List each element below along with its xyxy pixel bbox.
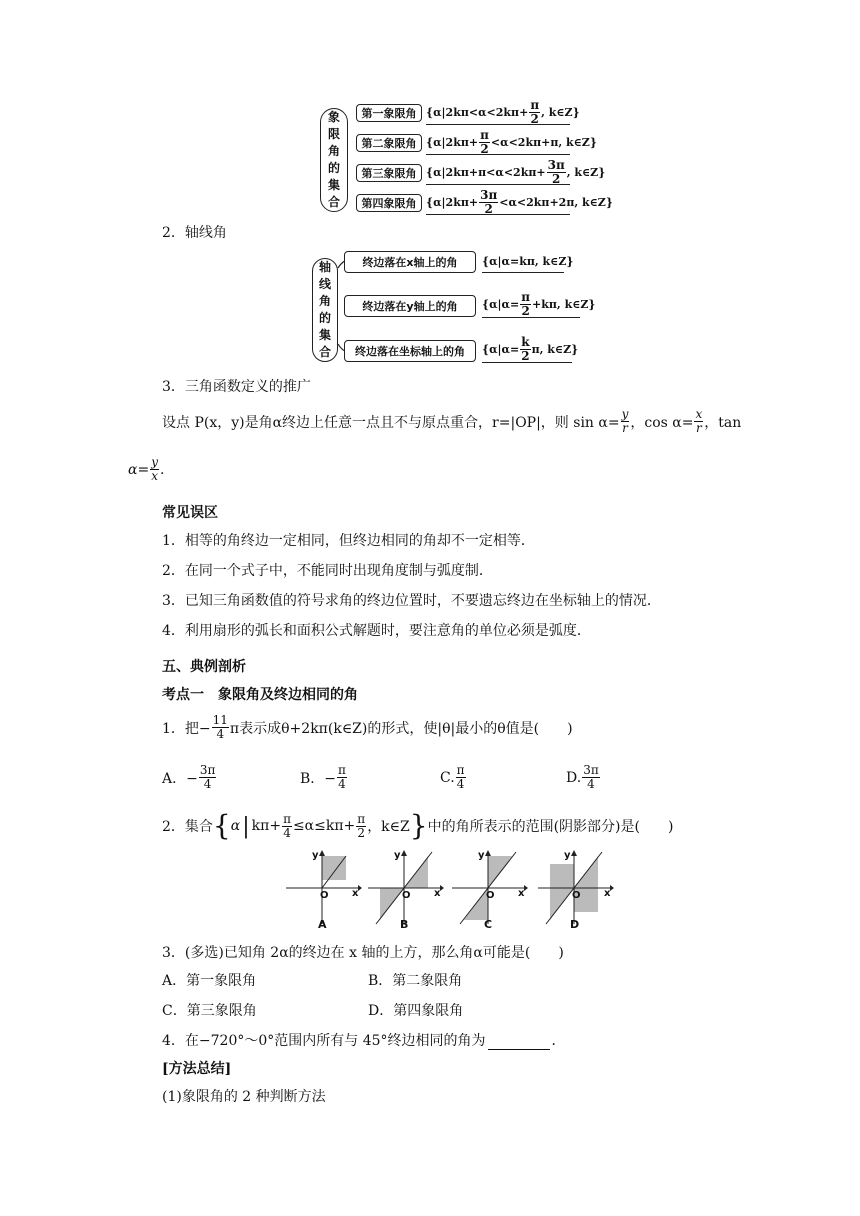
q3-option-c[interactable]: C．第三象限角 — [162, 1003, 257, 1019]
fraction — [337, 764, 347, 791]
question-text: 中的角所表示的范围(阴影部分)是( ) — [427, 819, 674, 835]
cos-fraction — [694, 408, 703, 435]
frac-num: π — [521, 289, 531, 304]
frac-num: π — [283, 811, 291, 826]
frac-den: 2 — [530, 111, 539, 126]
set-text: ≤α≤kπ+ — [292, 818, 356, 834]
set-text: +kπ, k∈Z — [532, 297, 589, 311]
question-1 — [162, 714, 573, 741]
left-brace: { — [212, 809, 231, 842]
quadrant-label-4: 第四象限角 — [356, 194, 422, 212]
set-bar: | — [242, 813, 250, 839]
set-text: α|α= — [489, 342, 520, 356]
title-char: 轴 — [318, 260, 331, 274]
axis-x-label: x — [604, 888, 611, 899]
title-char: 线 — [318, 277, 331, 291]
set-text: α|2kπ+π<α<2kπ+ — [433, 165, 546, 179]
set-text: α|α= — [489, 297, 520, 311]
origin-label: O — [320, 890, 329, 901]
title-char: 的 — [327, 161, 340, 175]
sin-fraction — [621, 408, 630, 435]
set-text: ，k∈Z — [367, 819, 410, 835]
question-2 — [162, 809, 674, 842]
frac-num: 3π — [547, 157, 565, 172]
question-text: 1．把− — [162, 720, 211, 737]
frac-num: 11 — [212, 713, 228, 727]
axis-diagram-title — [312, 258, 338, 362]
option-label: D. — [566, 769, 582, 786]
frac-den: 4 — [203, 777, 212, 791]
title-char: 角 — [327, 144, 340, 158]
origin-label: O — [572, 890, 581, 901]
q1-option-d[interactable] — [566, 764, 601, 791]
title-char: 合 — [318, 345, 331, 359]
axis-y-label: y — [312, 850, 319, 861]
topic-heading: 考点一 象限角及终边相同的角 — [162, 687, 358, 703]
q3-option-d[interactable]: D．第四象限角 — [368, 1003, 464, 1019]
q2-graph-a[interactable] — [282, 850, 362, 938]
set-text: α|2kπ+ — [433, 195, 479, 209]
quadrant-set-4: { α|2kπ+ $\frac{3\pi}{2}$ <α<2kπ+2π, k∈Z } — [426, 187, 613, 216]
fraction — [199, 764, 217, 791]
q1-option-b[interactable] — [300, 764, 348, 791]
frac-den: 2 — [357, 825, 366, 840]
frac-num: π — [530, 97, 540, 112]
quadrant-set-1: { α|2kπ<α<2kπ+ $\frac{\pi}{2}$ , k∈Z } — [426, 97, 580, 126]
axis-set-coord: { α|α= $\frac{k}{2}$ π, k∈Z } — [482, 334, 579, 363]
fraction — [479, 129, 490, 156]
question-text: 4．在−720°～0°范围内所有与 45°终边相同的角为 — [162, 1033, 486, 1049]
axis-set-y: { α|α= $\frac{\pi}{2}$ +kπ, k∈Z } — [482, 289, 596, 318]
mistakes-heading: 常见误区 — [162, 505, 218, 521]
q1-option-a[interactable] — [162, 764, 217, 791]
mistake-item: 3．已知三角函数值的符号求角的终边位置时，不要遗忘终边在坐标轴上的情况． — [162, 593, 661, 609]
graph-label: D — [570, 918, 580, 931]
q2-graph-b[interactable] — [364, 850, 444, 938]
set-text: <α<2kπ+π, k∈Z — [490, 135, 590, 149]
axis-label-coord: 终边落在坐标轴上的角 — [344, 340, 476, 362]
title-char: 的 — [318, 311, 331, 325]
graph-label: B — [400, 918, 409, 931]
axis-x-label: x — [352, 888, 359, 899]
mistake-item: 4．利用扇形的弧长和面积公式解题时，要注意角的单位必须是弧度． — [162, 623, 591, 639]
q1-option-c[interactable] — [440, 764, 467, 791]
quadrant-set-2: { α|2kπ+ $\frac{\pi}{2}$ <α<2kπ+π, k∈Z } — [426, 127, 597, 156]
trig-definition-line2 — [128, 456, 164, 483]
fraction — [479, 189, 498, 216]
definition-text: . — [159, 461, 165, 478]
fraction — [212, 714, 229, 741]
question-text: 2．集合 — [162, 819, 213, 835]
frac-num: y — [151, 455, 158, 469]
frac-den: x — [151, 469, 158, 483]
question-4 — [162, 1030, 566, 1050]
method-heading: [方法总结] — [162, 1061, 232, 1077]
q3-option-b[interactable]: B．第二象限角 — [368, 973, 463, 989]
title-char: 角 — [318, 294, 331, 308]
frac-den: 2 — [484, 201, 493, 216]
frac-num: 3π — [199, 763, 216, 777]
axis-x-label: x — [434, 888, 441, 899]
fraction — [529, 99, 540, 126]
fraction — [282, 813, 292, 840]
frac-den: 4 — [456, 777, 465, 791]
frac-num: y — [621, 407, 629, 421]
q3-option-a[interactable]: A．第一象限角 — [162, 973, 257, 989]
frac-num: π — [456, 763, 465, 777]
set-text: <α<2kπ+2π, k∈Z — [499, 195, 606, 209]
frac-den: r — [622, 421, 628, 435]
frac-den: 4 — [283, 825, 291, 840]
trig-definition-line1 — [162, 408, 741, 435]
definition-text: α= — [128, 461, 150, 478]
quadrant-diagram-title — [320, 108, 348, 212]
frac-den: 2 — [480, 141, 489, 156]
set-text: π, k∈Z — [531, 342, 572, 356]
fraction — [456, 764, 466, 791]
quadrant-label-2: 第二象限角 — [356, 134, 422, 152]
graph-label: C — [484, 918, 493, 931]
title-char: 合 — [327, 195, 340, 209]
mistake-item: 2．在同一个式子中，不能同时出现角度制与弧度制． — [162, 563, 493, 579]
frac-num: π — [357, 811, 366, 826]
question-text: ． — [551, 1033, 566, 1049]
frac-den: 2 — [551, 171, 561, 186]
frac-num: π — [480, 127, 489, 142]
definition-text: 设点 P(x，y)是角α终边上任意一点且不与原点重合，r=|OP|，则 sin α= — [162, 414, 620, 431]
set-text: α|2kπ<α<2kπ+ — [433, 105, 529, 119]
set-text: α|α=kπ, k∈Z — [489, 254, 567, 268]
title-char: 象 — [327, 110, 340, 124]
frac-den: 2 — [521, 303, 530, 318]
method-line: (1)象限角的 2 种判断方法 — [162, 1089, 326, 1105]
frac-num: 3π — [583, 763, 599, 777]
title-char: 限 — [327, 127, 340, 141]
fraction — [520, 336, 530, 363]
quadrant-label-1: 第一象限角 — [356, 104, 422, 122]
q2-graph-c[interactable] — [448, 850, 528, 938]
title-char: 集 — [327, 178, 340, 192]
question-text: π表示成θ+2kπ(k∈Z)的形式，使|θ|最小的θ值是( ) — [229, 720, 573, 737]
frac-den: 4 — [587, 777, 595, 791]
option-label: C. — [440, 769, 455, 786]
frac-num: x — [695, 407, 703, 421]
tan-fraction — [150, 456, 159, 483]
axis-y-label: y — [394, 850, 401, 861]
set-text: , k∈Z — [541, 105, 573, 119]
fraction — [520, 291, 531, 318]
set-text: kπ+ — [251, 818, 282, 834]
origin-label: O — [486, 890, 495, 901]
fraction — [356, 813, 366, 840]
section-heading-axis-angles: 2．轴线角 — [162, 225, 227, 241]
q2-graph-d[interactable] — [534, 850, 614, 938]
question-3: 3．(多选)已知角 2α的终边在 x 轴的上方，那么角α可能是( ) — [162, 945, 564, 961]
option-label: B．− — [300, 770, 337, 787]
set-alpha: α — [230, 818, 241, 834]
fraction — [547, 159, 566, 186]
section-heading-trig-definition: 3．三角函数定义的推广 — [162, 379, 311, 395]
frac-num: π — [338, 763, 346, 777]
answer-blank[interactable] — [488, 1035, 550, 1050]
axis-set-x: { α|α=kπ, k∈Z } — [482, 251, 564, 273]
axis-y-label: y — [564, 850, 571, 861]
definition-text: ，tan — [704, 414, 742, 431]
axis-x-label: x — [518, 888, 525, 899]
quadrant-label-3: 第三象限角 — [356, 164, 422, 182]
set-text: α|2kπ+ — [433, 135, 479, 149]
frac-den: 4 — [216, 727, 225, 741]
definition-text: ，cos α= — [630, 414, 694, 431]
mistake-item: 1．相等的角终边一定相同，但终边相同的角却不一定相等． — [162, 533, 535, 549]
graph-label: A — [318, 918, 327, 931]
option-label: A．− — [162, 770, 198, 787]
frac-den: 4 — [338, 777, 346, 791]
frac-num: k — [521, 334, 530, 349]
fraction — [582, 764, 600, 791]
axis-label-y: 终边落在y轴上的角 — [344, 295, 476, 317]
set-text: , k∈Z — [566, 165, 599, 179]
frac-num: 3π — [480, 187, 498, 202]
right-brace: } — [409, 809, 428, 842]
frac-den: 2 — [521, 348, 530, 363]
axis-y-label: y — [478, 850, 485, 861]
axis-label-x: 终边落在x轴上的角 — [344, 251, 476, 273]
origin-label: O — [402, 890, 411, 901]
quadrant-set-3: { α|2kπ+π<α<2kπ+ $\frac{3\pi}{2}$ , k∈Z } — [426, 157, 606, 186]
section-heading-examples: 五、典例剖析 — [162, 659, 246, 675]
title-char: 集 — [318, 328, 331, 342]
frac-den: r — [695, 421, 702, 435]
